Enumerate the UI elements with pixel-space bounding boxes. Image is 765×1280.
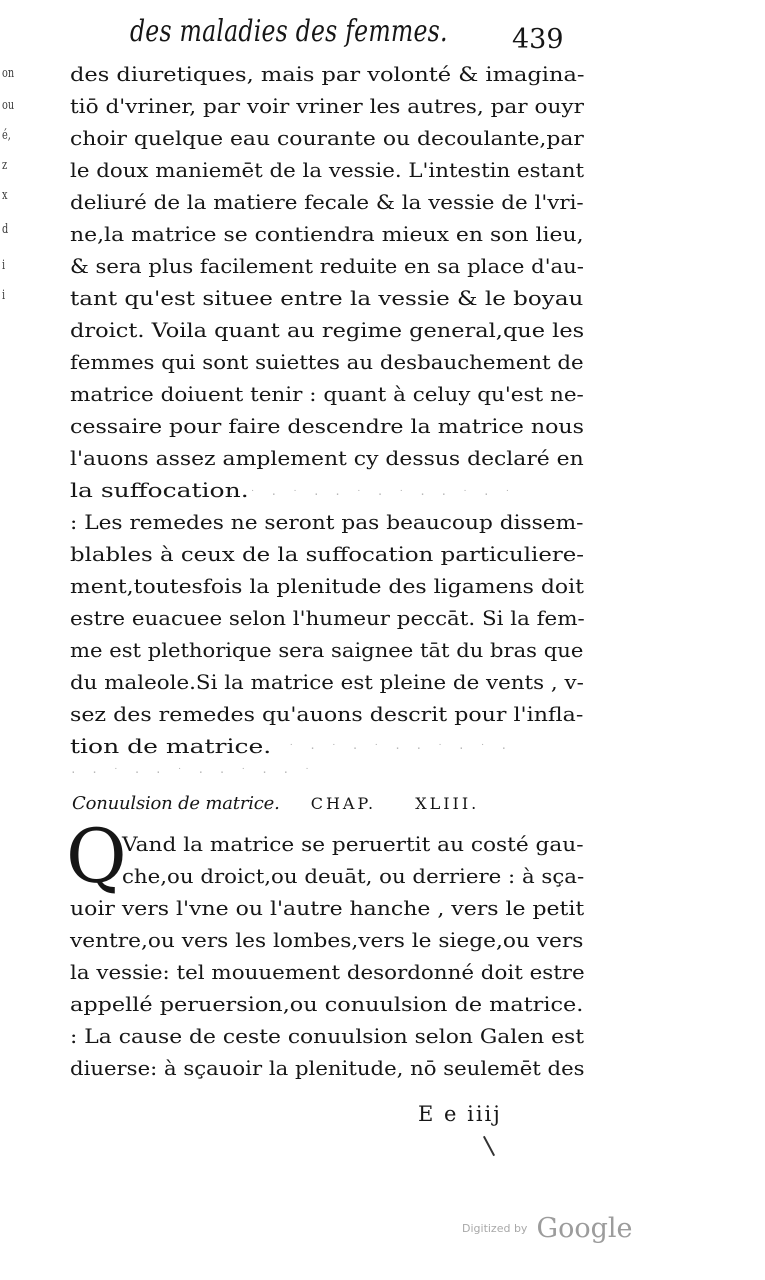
body-line: ne,la matrice se contiendra mieux en son lieu, (70, 222, 584, 246)
body-line: estre euacuee selon l'humeur peccāt. Si la fem- (70, 606, 585, 630)
chapter-line: : La cause de ceste conuulsion selon Galen est (70, 1024, 585, 1048)
chapter-line: che,ou droict,ou deuāt, ou derriere : à sça- (122, 864, 585, 888)
margin-note: i (2, 258, 6, 273)
chapter-line: ventre,ou vers les lombes,vers le siege,ou vers (70, 928, 584, 952)
chapter-line: appellé peruersion,ou conuulsion de matrice. (70, 992, 584, 1016)
body-line: le doux maniemēt de la vessie. L'intestin estant (70, 158, 585, 182)
running-title: des maladies des femmes. (130, 14, 448, 49)
chapter-line: Vand la matrice se peruertit au costé gau- (122, 832, 584, 856)
margin-note: i (2, 288, 6, 303)
stray-mark (483, 1136, 495, 1156)
body-line: : Les remedes ne seront pas beaucoup dissem- (70, 510, 584, 534)
chapter-title: Conuulsion de matrice. (72, 793, 280, 814)
watermark-brand: Google (536, 1213, 633, 1244)
body-line: des diuretiques, mais par volonté & imagina- (70, 62, 585, 86)
margin-note: ou (2, 98, 15, 113)
margin-note: z (2, 158, 8, 173)
body-line: tant qu'est situee entre la vessie & le boyau (70, 286, 584, 310)
body-line: la suffocation. (70, 478, 249, 502)
watermark-prefix: Digitized by (462, 1222, 528, 1235)
body-line: sez des remedes qu'auons descrit pour l'infla- (70, 702, 584, 726)
chapter-line: la vessie: tel mouuement desordonné doit estre (70, 960, 585, 984)
bleed-through-noise: ˙ · ˙ · ˙ · · ˙ · ˙ · (288, 742, 512, 755)
signature-mark: E e iiij (418, 1102, 502, 1126)
body-line: matrice doiuent tenir : quant à celuy qu'est ne- (70, 382, 584, 406)
body-line: femmes qui sont suiettes au desbauchement de (70, 350, 584, 374)
chapter-heading (72, 788, 479, 820)
margin-note: é, (2, 128, 11, 143)
body-line: droict. Voila quant au regime general,que les (70, 318, 585, 342)
body-line: cessaire pour faire descendre la matrice nous (70, 414, 584, 438)
body-line: ment,toutesfois la plenitude des ligamens doit (70, 574, 584, 598)
margin-note: on (2, 66, 15, 81)
bleed-through-noise: · ˙ · ˙ · · ˙ · ˙ · · ˙ · ˙ (228, 488, 515, 501)
margin-note: d (2, 222, 9, 237)
drop-capital: Q (66, 814, 127, 900)
chapter-number: XLIII. (415, 794, 480, 813)
body-line: tion de matrice. (70, 734, 272, 758)
digitization-watermark (462, 1213, 633, 1244)
body-line: & sera plus facilement reduite en sa place d'au- (70, 254, 584, 278)
body-line: tiō d'vriner, par voir vriner les autres, par ouyr (70, 94, 584, 118)
chapter-label: CHAP. (310, 794, 377, 813)
chapter-line: diuerse: à sçauoir la plenitude, nō seulemēt des (70, 1056, 585, 1080)
chapter-line: uoir vers l'vne ou l'autre hanche , vers le petit (70, 896, 585, 920)
bleed-through-noise: · · ˙ · · ˙ · · ˙ · · ˙ (70, 766, 315, 779)
body-line: blables à ceux de la suffocation particuliere- (70, 542, 585, 566)
page-number: 439 (512, 24, 564, 55)
body-line: du maleole.Si la matrice est pleine de vents , v- (70, 670, 584, 694)
body-line: choir quelque eau courante ou decoulante,par (70, 126, 584, 150)
margin-note: x (2, 188, 8, 203)
body-line: me est plethorique sera saignee tāt du bras que (70, 638, 584, 662)
body-line: deliuré de la matiere fecale & la vessie de l'vri- (70, 190, 584, 214)
body-line: l'auons assez amplement cy dessus declaré en (70, 446, 584, 470)
